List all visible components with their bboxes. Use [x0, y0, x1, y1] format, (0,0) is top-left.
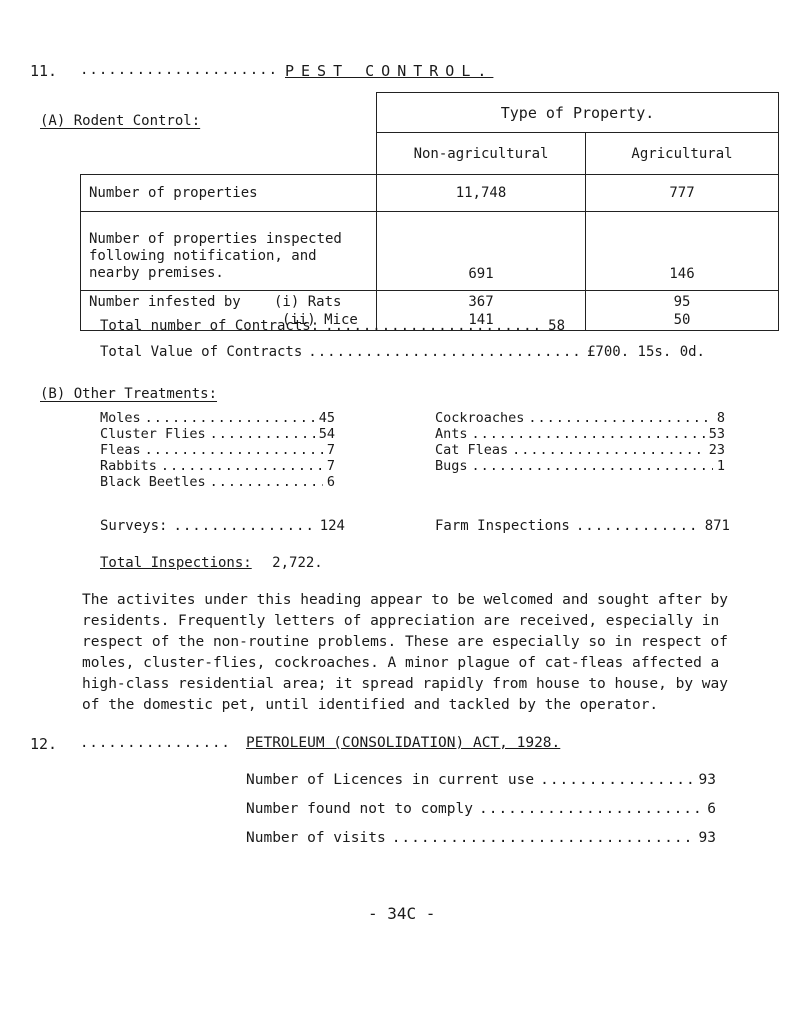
- total-inspections-line: [100, 555, 323, 571]
- item-value: 45: [318, 410, 335, 426]
- other-treatments-heading: [40, 386, 217, 402]
- col-header-agricultural: Agricultural: [586, 133, 779, 175]
- item-value: 6: [707, 801, 716, 817]
- contracts-value-label: Total Value of Contracts: [100, 344, 303, 360]
- cell-value: 777: [586, 175, 779, 212]
- other-treatments-left-list: [100, 410, 335, 490]
- item-label: Cluster Flies: [100, 426, 206, 442]
- item-value: 1: [716, 458, 725, 474]
- section-12-leader: [80, 735, 230, 751]
- cell-value: 691: [377, 212, 586, 291]
- list-item: [246, 795, 716, 824]
- activities-paragraph: The activites under this heading appear to be welcomed and sought after by residents. Frequently letters of appreciation are received, especially in respect of the non-routine problems. These are especially so in respect of moles, cluster-flies, cockroaches. A minor plague of cat-fleas affected a high-class residential area; it spread rapidly from house to house, by way of the domestic pet, until identified and tackled by the operator.: [82, 592, 729, 713]
- item-label: Fleas: [100, 442, 141, 458]
- list-item: [435, 442, 725, 458]
- contracts-value-amount: £700. 15s. 0d.: [586, 344, 705, 360]
- item-label: Bugs: [435, 458, 468, 474]
- cell-value: 50: [673, 311, 691, 328]
- item-value: 7: [326, 442, 335, 458]
- item-value: 6: [326, 474, 335, 490]
- row-label-properties-inspected: [81, 212, 377, 291]
- list-item: [246, 766, 716, 795]
- section-12-title: PETROLEUM (CONSOLIDATION) ACT, 1928.: [246, 735, 561, 751]
- table-row: [81, 212, 779, 291]
- row-label-infested-by: Number infested by: [89, 293, 241, 310]
- section-12-number: 12.: [30, 735, 58, 753]
- page-number: - 34C -: [368, 904, 436, 923]
- other-treatments-heading-text: (B) Other Treatments:: [40, 386, 218, 402]
- contracts-value-line: [100, 344, 705, 360]
- list-item: [435, 426, 725, 442]
- row-label-line: Number of properties inspected: [89, 231, 342, 247]
- total-inspections-label: Total Inspections:: [100, 555, 252, 571]
- section-11-number: 11.: [30, 62, 58, 80]
- item-value: 8: [716, 410, 725, 426]
- item-value: 23: [708, 442, 725, 458]
- item-label: Moles: [100, 410, 141, 426]
- cell-value: 95: [673, 293, 691, 310]
- item-value: 93: [698, 772, 716, 788]
- rodent-control-table: [80, 92, 779, 331]
- item-label: Number found not to comply: [246, 801, 473, 817]
- contracts-number-line: [100, 318, 565, 334]
- col-header-non-agricultural: Non-agricultural: [377, 133, 586, 175]
- item-label: Cockroaches: [435, 410, 525, 426]
- item-label: Number of Licences in current use: [246, 772, 535, 788]
- cell-value-pair: [586, 291, 779, 331]
- surveys-label: Surveys:: [100, 518, 168, 534]
- type-of-property-header: Type of Property.: [377, 93, 779, 133]
- list-item: [100, 410, 335, 426]
- surveys-value: 124: [319, 518, 345, 534]
- item-label: Ants: [435, 426, 468, 442]
- cell-value: 141: [468, 311, 494, 328]
- row-label-line: following notification, and: [89, 248, 317, 264]
- petroleum-list: [246, 766, 716, 853]
- rodent-heading-text: (A) Rodent Control:: [40, 113, 201, 129]
- list-item: [435, 458, 725, 474]
- farm-inspections-line: [435, 518, 730, 534]
- table-row: [81, 175, 779, 212]
- item-label: Black Beetles: [100, 474, 206, 490]
- section-11-leader: [80, 62, 280, 78]
- row-label-mice: (ii) Mice: [282, 311, 358, 328]
- contracts-number-value: 58: [548, 318, 565, 334]
- item-label: Rabbits: [100, 458, 157, 474]
- list-item: [100, 426, 335, 442]
- farm-inspections-label: Farm Inspections: [435, 518, 570, 534]
- list-item: [100, 458, 335, 474]
- row-label-number-of-properties: Number of properties: [81, 175, 377, 212]
- surveys-line: [100, 518, 345, 534]
- item-value: 93: [698, 830, 716, 846]
- section-11-title: PEST CONTROL.: [285, 62, 494, 80]
- row-label-line: nearby premises.: [89, 265, 224, 281]
- item-label: Number of visits: [246, 830, 386, 846]
- cell-value: 11,748: [377, 175, 586, 212]
- item-value: 7: [326, 458, 335, 474]
- item-value: 53: [708, 426, 725, 442]
- total-inspections-value: 2,722.: [272, 555, 323, 571]
- list-item: [100, 442, 335, 458]
- other-treatments-right-list: [435, 410, 725, 474]
- contracts-number-label: Total number of Contracts:: [100, 318, 320, 334]
- cell-value: 367: [468, 293, 494, 310]
- list-item: [100, 474, 335, 490]
- item-value: 54: [318, 426, 335, 442]
- list-item: [435, 410, 725, 426]
- item-label: Cat Fleas: [435, 442, 509, 458]
- row-label-rats: (i) Rats: [274, 293, 342, 310]
- list-item: [246, 824, 716, 853]
- cell-value: 146: [586, 212, 779, 291]
- farm-inspections-value: 871: [704, 518, 730, 534]
